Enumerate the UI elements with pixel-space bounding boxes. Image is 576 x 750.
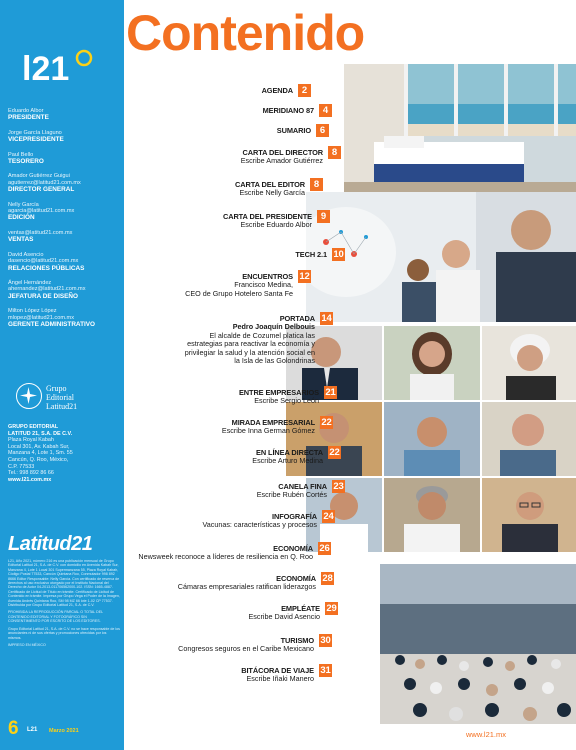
staff-name: Eduardo Albor: [8, 108, 44, 114]
toc-entry[interactable]: [261, 85, 308, 96]
toc-page-number: 23: [333, 481, 344, 492]
staff-name: Milton López López mlopez@latitud21.com.mx: [8, 308, 74, 321]
staff-role: DIRECTOR GENERAL: [8, 186, 75, 194]
toc-page-number: 9: [317, 210, 330, 223]
toc-page-number: 2: [298, 84, 311, 97]
toc-subtitle: Escribe Sergio León: [254, 396, 319, 405]
elderly-man-photo: [482, 326, 576, 400]
staff-role: EDICIÓN: [8, 214, 35, 222]
toc-subtitle: Escribe Amador Gutiérrez: [240, 156, 323, 165]
toc-page-number: 14: [321, 313, 332, 324]
address-block: [8, 424, 120, 483]
toc-subtitle: Escribe Iñaki Manero: [246, 674, 314, 683]
smiling-man-photo: [384, 402, 480, 476]
toc-page-number: 8: [310, 178, 323, 191]
toc-entry[interactable]: [221, 417, 332, 436]
business-meeting-photo: [306, 192, 576, 322]
toc-entry[interactable]: [138, 543, 330, 562]
staff-name: David Asencio dasencio@latitud21.com.mx: [8, 251, 79, 265]
staff-role: GERENTE ADMINISTRATIVO: [8, 320, 95, 328]
l21-logo: [20, 48, 94, 88]
staff-entry: [8, 230, 122, 244]
woman-portrait-photo: [384, 326, 480, 400]
toc-subtitle: Escribe Arturo Medina: [252, 456, 323, 465]
toc-page-number: 26: [319, 543, 330, 554]
staff-entry: [8, 202, 122, 222]
legal-text: [8, 559, 120, 650]
staff-list: [8, 108, 122, 336]
toc-section-title: CARTA DEL PRESIDENTE 9: [223, 212, 312, 221]
toc-entry[interactable]: [184, 313, 332, 366]
toc-page-number: 12: [299, 271, 310, 282]
staff-role: TESORERO: [8, 158, 44, 166]
company-name: GRUPO EDITORIAL LATITUD 21, S.A. DE C.V.: [8, 424, 73, 437]
toc-subtitle: El alcalde de Cozumel platica las: [209, 330, 315, 340]
toc-subtitle: la Isla de las Golondrinas: [234, 356, 315, 366]
staff-entry: [8, 152, 122, 166]
hotel-room-photo: [344, 64, 576, 192]
toc-entry[interactable]: [241, 665, 331, 684]
staff-name: Amador Gutiérrez Guigui agutierrez@latitud21.com.mx: [8, 173, 81, 186]
toc-entry[interactable]: [295, 249, 344, 260]
staff-role: JEFATURA DE DISEÑO: [8, 292, 78, 300]
toc-section-title: ECONOMÍA 28: [276, 573, 333, 584]
toc-subtitle: estrategias para reactivar la economía y: [187, 339, 315, 349]
legal-paragraph: IMPRESO EN MÉXICO: [8, 642, 46, 647]
address-lines: Plaza Royal Kabah Local 301, Av. Kabah Sur, Manzana 4, Lote 1, Sm. 55 Cancún, Q. Roo, México, C.P. 77533 Tel.: 998 892 86 66: [8, 437, 73, 477]
toc-section-title: CANELA FINA 23: [278, 481, 344, 492]
toc-entry[interactable]: [276, 125, 326, 136]
staff-name: Ángel Hernández ahernandez@latitud21.com.mx: [8, 279, 86, 293]
toc-subtitle: Pedro Joaquín Delbouis: [232, 322, 315, 331]
brand-logo: Latitud21: [8, 533, 93, 555]
toc-page-number: 30: [320, 635, 331, 646]
toc-section-title: ENCUENTROS 12: [242, 271, 310, 282]
toc-section-title: MERIDIANO 87 4: [263, 106, 314, 115]
magazine-tag: L21: [27, 727, 38, 733]
staff-entry: [8, 280, 122, 300]
man-white-shirt-photo: [384, 478, 480, 552]
toc-entry[interactable]: [262, 105, 329, 116]
toc-section-title: TECH 2.1 10: [295, 249, 344, 260]
legal-paragraph: PROHIBIDA LA REPRODUCCIÓN PARCIAL O TOTAL DEL CONTENIDO EDITORIAL Y FOTOGRÁFICO SIN CONSENTIMIENTO POR ESCRITO DE LOS EDITORES.: [8, 610, 103, 624]
toc-section-title: ECONOMÍA 26: [273, 543, 330, 554]
toc-section-title: CARTA DEL DIRECTOR 8: [241, 148, 323, 157]
svg-text:l21: l21: [22, 50, 70, 88]
page-number: 6: [8, 718, 19, 739]
toc-subtitle: Francisco Medina,: [234, 280, 293, 289]
toc-section-title: EMPLÉATE 29: [281, 603, 337, 614]
toc-section-title: PORTADA 14: [279, 313, 332, 324]
toc-subtitle: Congresos seguros en el Caribe Mexicano: [178, 644, 314, 653]
staff-name: Jorge García Llaguno: [8, 129, 62, 136]
toc-entry[interactable]: [248, 603, 337, 622]
toc-entry[interactable]: [222, 211, 327, 230]
toc-page-number: 6: [316, 124, 329, 137]
toc-entry[interactable]: [252, 447, 340, 466]
toc-entry[interactable]: [256, 481, 344, 500]
toc-page-number: 4: [319, 104, 332, 117]
compass-icon: [16, 383, 42, 409]
toc-subtitle: Escribe Inna German Gómez: [221, 426, 315, 435]
toc-subtitle: Escribe Rubén Cortés: [256, 490, 327, 499]
toc-section-title: TURISMO 30: [280, 635, 331, 646]
toc-section-title: ENTRE EMPRESARIOS 21: [238, 387, 336, 398]
toc-section-title: SUMARIO 6: [277, 126, 311, 135]
staff-name: Paul Bello: [8, 151, 34, 158]
company-web[interactable]: www.l21.com.mx: [8, 476, 52, 483]
toc-subtitle: Escribe Eduardo Albor: [240, 220, 312, 229]
page-footer: [8, 718, 124, 742]
legal-paragraph: L21, Año 2021, número 216 es una publicación mensual de Grupo Editorial Latitud 21, S.A. de C.V. con domicilio en Avenida Kabah Sur, Manzana 4, Lote 1 Local 301 Supermanzana 55, Plaza Royal Kabah, Código Postal 77533, Cancún Quintana Roo, Conmutador 998 892 8666 Editor Responsable: Nelly García. Con certificado de reserva de derechos al uso exclusivo otorgado por el Instituto Nacional del Derecho de Autor 04-2013-011706562000-102. ISSN: 1665-4887. Certificado de Licitud de Título en trámite. Certificado de Licitud de Contenido en trámite. Impresa por Grupo Vega el Poder de la Imagen, Avenida Andrés Quintana Roo, SM 98 MZ 66 lote 1-02 CP 77537. Distribuida por Grupo Editorial Latitud 21, S.A. de C.V.: [8, 559, 120, 608]
toc-subtitle: Vacunas: características y procesos: [202, 520, 317, 529]
toc-page-number: 10: [333, 249, 344, 260]
toc-entry[interactable]: [240, 147, 338, 166]
conference-hall-photo: [380, 564, 576, 724]
toc-page-number: 8: [328, 146, 341, 159]
staff-entry: [8, 130, 122, 144]
toc-entry[interactable]: [177, 573, 333, 592]
toc-subtitle: privilegiar la salud y la atención social en: [184, 347, 315, 357]
toc-entry[interactable]: [235, 179, 320, 198]
staff-entry: [8, 108, 122, 122]
toc-section-title: INFOGRAFÍA 24: [272, 511, 334, 522]
toc-page-number: 21: [325, 387, 336, 398]
legal-paragraph: Grupo Editorial Latitud 21, S.A. de C.V. no se hace responsable de los anunciantes ni de sus ofertas y promociones ofrecidas por los mismos.: [8, 626, 120, 640]
toc-page-number: 22: [329, 447, 340, 458]
toc-page-number: 29: [326, 603, 337, 614]
staff-role: PRESIDENTE: [8, 114, 49, 122]
staff-entry: [8, 252, 122, 272]
toc-page-number: 22: [321, 417, 332, 428]
staff-role: VICEPRESIDENTE: [8, 136, 64, 144]
sidebar: [0, 0, 124, 750]
toc-page-number: 24: [323, 511, 334, 522]
man-glasses-photo: [482, 478, 576, 552]
publisher-logo: [16, 383, 116, 413]
staff-entry: [8, 308, 122, 328]
staff-role: VENTAS: [8, 236, 34, 244]
toc-entry[interactable]: [202, 511, 334, 530]
toc-subtitle: Escribe Nelly García: [239, 188, 305, 197]
bald-man-photo: [482, 402, 576, 476]
staff-role: RELACIONES PÚBLICAS: [8, 264, 85, 272]
issue-month: Marzo 2021: [49, 728, 79, 734]
toc-page-number: 31: [320, 665, 331, 676]
toc-section-title: BITÁCORA DE VIAJE 31: [241, 665, 331, 676]
toc-subtitle: Escribe David Asencio: [248, 612, 320, 621]
toc-entry[interactable]: [238, 387, 336, 406]
toc-section-title: CARTA DEL EDITOR 8: [235, 180, 305, 189]
toc-subtitle: Cámaras empresariales ratifican liderazgos: [177, 582, 316, 591]
page-title: Contenido: [126, 5, 365, 61]
staff-name: ventas@latitud21.com.mx: [8, 229, 73, 236]
toc-section-title: AGENDA 2: [262, 86, 293, 95]
toc-page-number: 28: [322, 573, 333, 584]
toc-subtitle: Newsweek reconoce a líderes de resiliencia en Q. Roo: [138, 552, 313, 561]
staff-name: Nelly García agarcia@latitud21.com.mx: [8, 201, 75, 215]
website-link[interactable]: www.l21.mx: [466, 730, 507, 739]
toc-entry[interactable]: [178, 635, 331, 654]
toc-subtitle: CEO de Grupo Hotelero Santa Fe: [185, 288, 293, 298]
publisher-name: Grupo Editorial Latitud21: [46, 384, 78, 411]
toc-section-title: MIRADA EMPRESARIAL 22: [231, 417, 332, 428]
staff-entry: [8, 173, 122, 193]
toc-section-title: EN LÍNEA DIRECTA 22: [256, 447, 340, 458]
toc-entry[interactable]: [185, 271, 310, 298]
